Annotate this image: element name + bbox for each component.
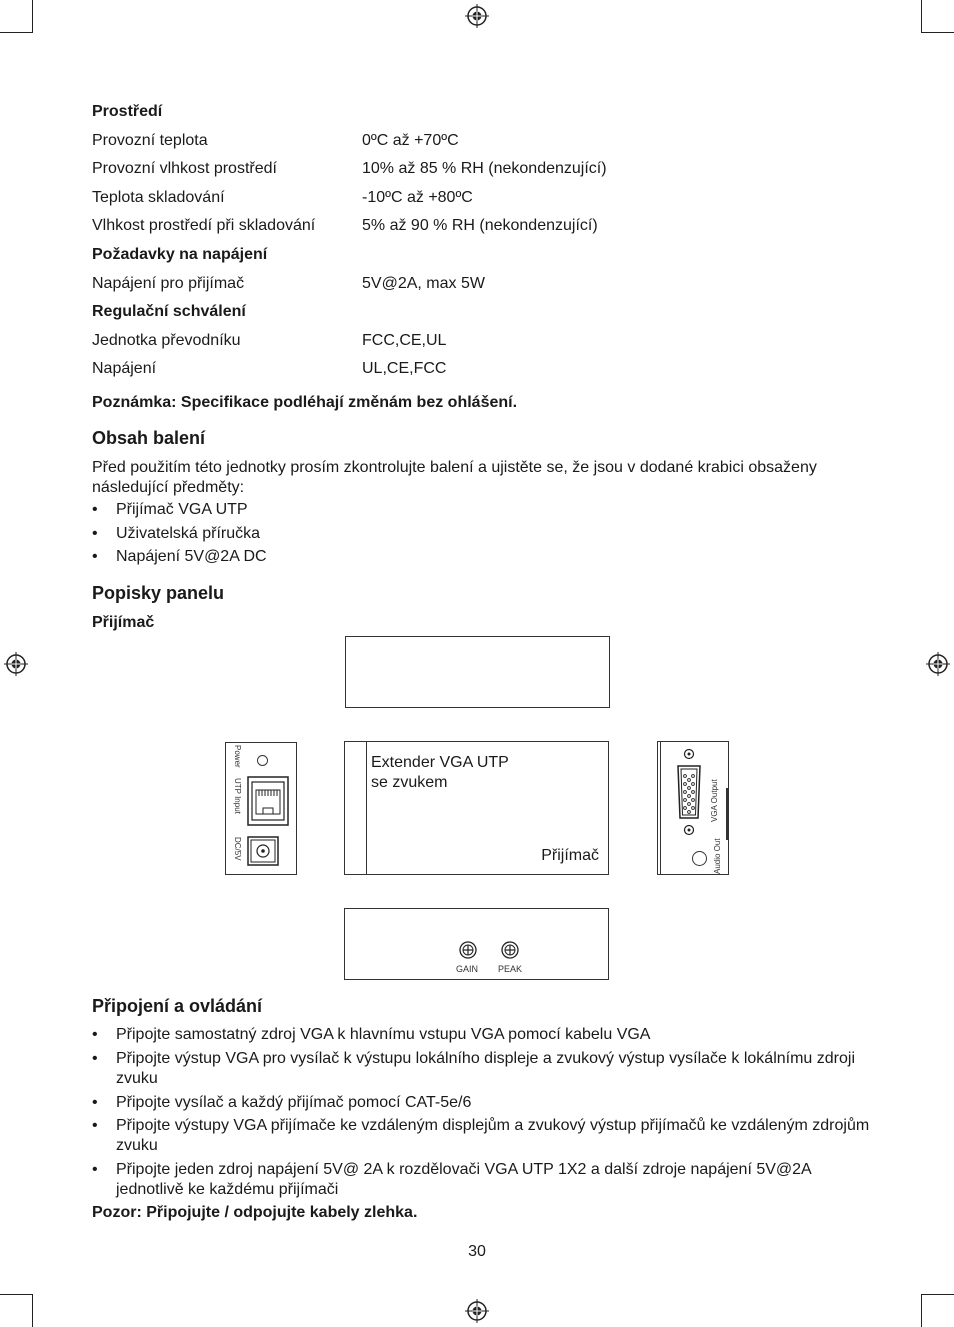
crop-mark <box>921 0 922 33</box>
spec-label: Provozní vlhkost prostředí <box>92 160 277 177</box>
audio-out-label: Audio Out <box>713 838 722 874</box>
crop-mark <box>921 32 954 33</box>
receiver-subheading: Přijímač <box>92 614 155 631</box>
power-heading: Požadavky na napájení <box>92 246 268 263</box>
dc-jack-icon <box>247 836 279 866</box>
utp-input-label: UTP Input <box>233 778 242 814</box>
crop-mark <box>921 1294 954 1295</box>
spec-value: 5% až 90 % RH (nekondenzující) <box>362 217 598 234</box>
env-heading: Prostředí <box>92 103 163 120</box>
list-item: Přijímač VGA UTP <box>116 501 248 518</box>
list-item: Připojte samostatný zdroj VGA k hlavnímu vstupu VGA pomocí kabelu VGA <box>116 1026 651 1043</box>
package-heading: Obsah balení <box>92 428 206 448</box>
vga-output-label: VGA Output <box>710 779 719 822</box>
crop-mark <box>0 1294 33 1295</box>
audio-out-jack-icon <box>692 851 707 866</box>
gain-knob-icon <box>459 941 477 959</box>
power-led-icon <box>257 755 268 766</box>
receiver-front-panel <box>344 741 609 875</box>
list-item: Připojte výstup VGA pro vysílač k výstupu lokálního displeje a zvukový výstup vysílače k lokálnímu zdroji zvuku <box>116 1050 855 1087</box>
receiver-right-panel <box>657 741 729 875</box>
spec-value: 10% až 85 % RH (nekondenzující) <box>362 160 607 177</box>
bullet: • <box>92 501 98 518</box>
peak-knob-icon <box>501 941 519 959</box>
package-intro: Před použitím této jednotky prosím zkontrolujte balení a ujistěte se, že jsou v dodané krabici obsaženy následující předměty: <box>92 459 817 496</box>
spec-value: 5V@2A, max 5W <box>362 275 485 292</box>
dc-label: DC/5V <box>233 837 242 861</box>
crop-mark <box>921 1294 922 1327</box>
spec-value: 0ºC až +70ºC <box>362 132 459 149</box>
bullet: • <box>92 1161 98 1178</box>
list-item: Připojte vysílač a každý přijímač pomocí CAT-5e/6 <box>116 1094 472 1111</box>
list-item: Připojte jeden zdroj napájení 5V@ 2A k rozdělovači VGA UTP 1X2 a další zdroje napájení 5V@2A jednotlivě ke každému přijímači <box>116 1161 811 1198</box>
rj45-port-icon <box>247 776 289 826</box>
spec-label: Provozní teplota <box>92 132 208 149</box>
spec-label: Napájení pro přijímač <box>92 275 245 292</box>
spec-value: -10ºC až +80ºC <box>362 189 473 206</box>
registration-mark-icon <box>465 1299 489 1323</box>
connect-heading: Připojení a ovládání <box>92 996 263 1016</box>
peak-label: PEAK <box>498 964 523 974</box>
spec-value: FCC,CE,UL <box>362 332 447 349</box>
spec-label: Napájení <box>92 360 157 377</box>
list-item: Uživatelská příručka <box>116 525 261 542</box>
registration-mark-icon <box>4 652 28 676</box>
bullet: • <box>92 1117 98 1134</box>
panel-divider <box>366 742 367 874</box>
registration-mark-icon <box>926 652 950 676</box>
panel-edge <box>726 788 728 840</box>
list-item: Napájení 5V@2A DC <box>116 548 267 565</box>
spec-label: Vlhkost prostředí při skladování <box>92 217 316 234</box>
bullet: • <box>92 525 98 542</box>
receiver-left-panel <box>225 742 297 875</box>
list-item: Připojte výstupy VGA přijímače ke vzdáleným displejům a zvukový výstup přijímačů ke vzdáleným zdrojům zvuku <box>116 1117 870 1154</box>
power-label: Power <box>233 745 242 768</box>
receiver-top-view <box>345 636 610 708</box>
crop-mark <box>0 32 33 33</box>
vga-port-icon <box>673 748 705 836</box>
front-title-line-1: Extender VGA UTP <box>371 754 509 771</box>
page-number: 30 <box>468 1243 486 1260</box>
panel-edge <box>660 742 661 874</box>
registration-mark-icon <box>465 4 489 28</box>
spec-label: Jednotka převodníku <box>92 332 241 349</box>
bullet: • <box>92 548 98 565</box>
bullet: • <box>92 1026 98 1043</box>
spec-note: Poznámka: Specifikace podléhají změnám bez ohlášení. <box>92 394 518 411</box>
receiver-back-panel <box>344 908 609 980</box>
caution-note: Pozor: Připojujte / odpojujte kabely zlehka. <box>92 1204 418 1221</box>
bullet: • <box>92 1094 98 1111</box>
gain-label: GAIN <box>456 964 479 974</box>
crop-mark <box>32 1294 33 1327</box>
front-device-label: Přijímač <box>541 847 599 864</box>
bullet: • <box>92 1050 98 1067</box>
crop-mark <box>32 0 33 33</box>
regulatory-heading: Regulační schválení <box>92 303 246 320</box>
spec-label: Teplota skladování <box>92 189 225 206</box>
front-title-line-2: se zvukem <box>371 774 448 791</box>
spec-value: UL,CE,FCC <box>362 360 447 377</box>
panel-heading: Popisky panelu <box>92 583 225 603</box>
